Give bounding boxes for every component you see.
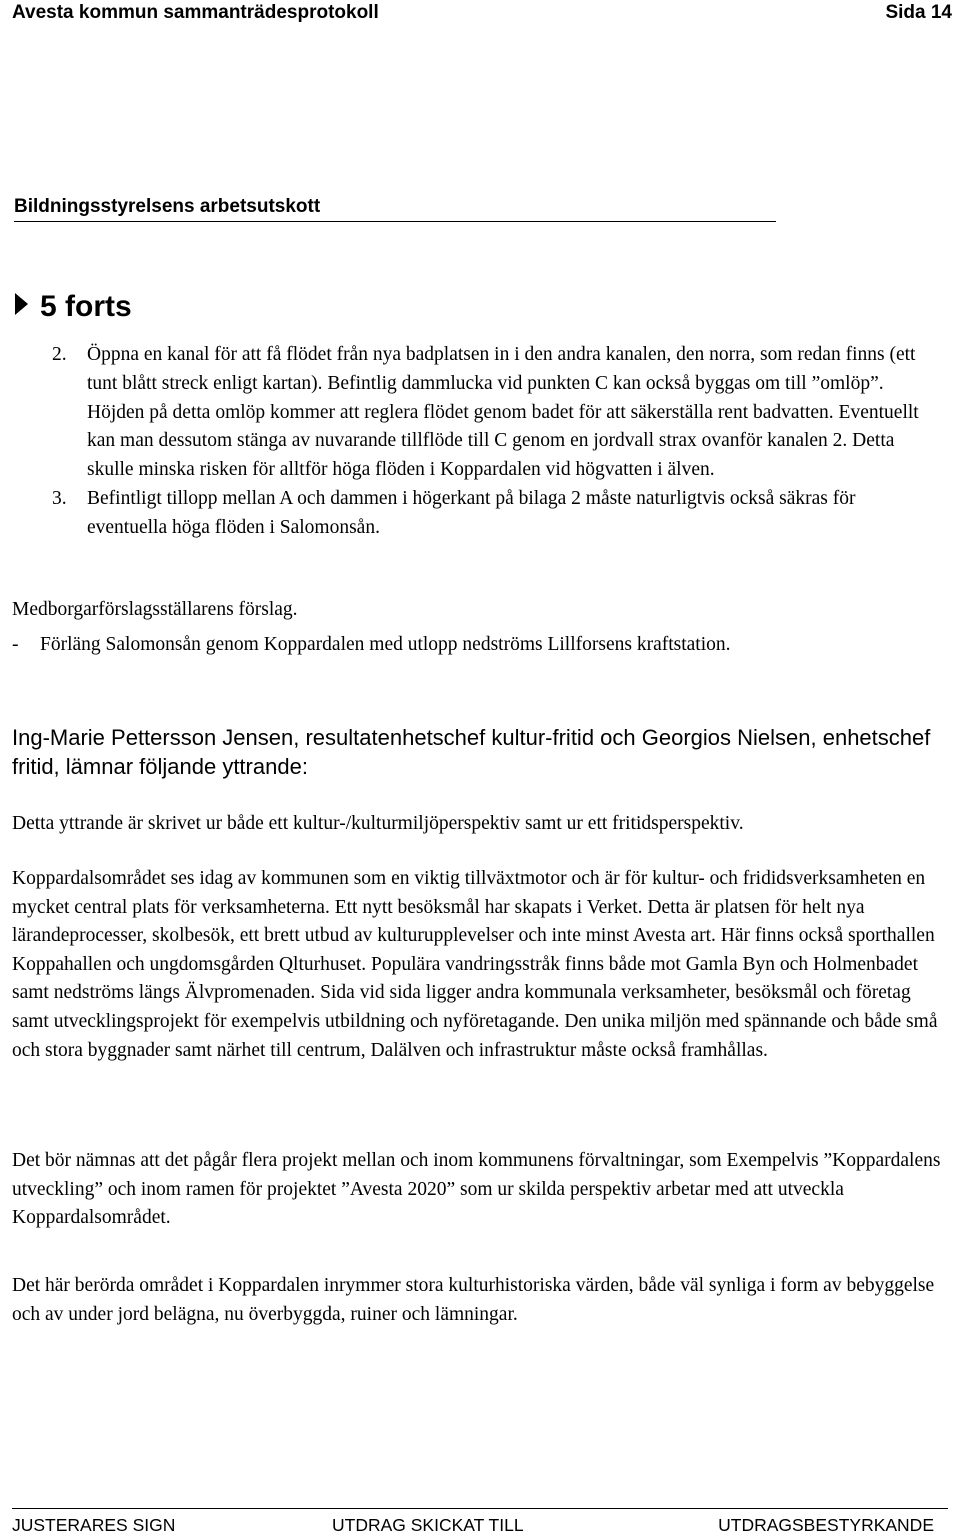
proposal-item bbox=[12, 631, 942, 659]
section-heading bbox=[14, 289, 132, 327]
proposal-dash: - bbox=[12, 634, 19, 655]
proposal-label: Medborgarförslagsställarens förslag. bbox=[12, 599, 298, 620]
list-item bbox=[52, 485, 937, 543]
proposal-text: Förläng Salomonsån genom Koppardalen med utlopp nedströms Lillforsens kraftstation. bbox=[40, 634, 731, 655]
paragraph: Det här berörda området i Koppardalen inrymmer stora kulturhistoriska värden, både väl synliga i form av bebyggelse och av under jord belägna, nu överbyggda, ruiner och lämningar. bbox=[12, 1275, 935, 1325]
page-footer bbox=[12, 1515, 948, 1535]
list-item-text: Öppna en kanal för att få flödet från nya badplatsen in i den andra kanalen, den norra, som redan finns (ett tunt blått streck enligt kartan). Befintlig dammlucka vid punkten C kan också byggas om till ”omlöp”. Höjden på detta omlöp kommer att reglera flödet genom badet för att säkerställa rent badvatten. Eventuellt kan man dessutom stänga av nuvarande tillflöde till C genom en jordvall strax ovanför kanalen 2. Detta skulle minska risken för alltför höga flöden i Koppardalen vid högvatten i älven. bbox=[87, 344, 919, 481]
document-title: Avesta kommun sammanträdesprotokoll bbox=[12, 2, 379, 23]
numbered-list bbox=[52, 341, 937, 543]
committee-name: Bildningsstyrelsens arbetsutskott bbox=[14, 196, 321, 217]
list-item-number: 3. bbox=[52, 487, 67, 509]
list-item bbox=[52, 341, 937, 485]
paragraph: Det bör nämnas att det pågår flera projekt mellan och inom kommunens förvaltningar, som Exempelvis ”Koppardalens utveckling” och inom ramen för projektet ”Avesta 2020” som ur skilda perspektiv arbetar med att utveckla Koppardalsområdet. bbox=[12, 1150, 941, 1229]
page-number: Sida 14 bbox=[885, 2, 952, 23]
footer-sign-label: JUSTERARES SIGN bbox=[12, 1515, 176, 1535]
statement-heading: Ing-Marie Pettersson Jensen, resultatenhetschef kultur-fritid och Georgios Nielsen, enhetschef fritid, lämnar följande yttrande: bbox=[12, 725, 931, 779]
footer-divider bbox=[12, 1508, 948, 1509]
footer-copy-sent-label: UTDRAG SKICKAT TILL bbox=[332, 1515, 524, 1535]
list-item-text: Befintligt tillopp mellan A och dammen i högerkant på bilaga 2 måste naturligtvis också säkras för eventuella höga flöden i Salomonsån. bbox=[87, 487, 856, 538]
page-header bbox=[12, 2, 952, 28]
paragraph: Koppardalsområdet ses idag av kommunen som en viktig tillväxtmotor och är för kultur- och frididsverksamheten en mycket central plats för verksamheterna. Ett nytt besöksmål har skapats i Verket. Detta är platsen för helt nya lärandeprocesser, skolbesök, ett brett utbud av kulturupplevelser och inte minst Avesta art. Här finns också sporthallen Koppahallen och ungdomsgården Qlturhuset. Populära vandringsstråk finns både mot Gamla Byn och Holmenbadet samt nedströms längs Älvpromenaden. Sida vid sida ligger andra kommunala verksamheter, besöksmål och företag samt utvecklingsprojekt för exempelvis utbildning och nyföretagande. Den unika miljön med spännande och både små och stora byggnader samt närhet till centrum, Dalälven och infrastruktur måste också framhållas. bbox=[12, 868, 938, 1061]
paragraph: Detta yttrande är skrivet ur både ett kultur-/kulturmiljöperspektiv samt ur ett fritidsperspektiv. bbox=[12, 813, 744, 834]
section-title: 5 forts bbox=[40, 290, 132, 323]
list-item-number: 2. bbox=[52, 344, 67, 365]
arrow-bullet-icon bbox=[14, 290, 30, 327]
footer-certifier-label: UTDRAGSBESTYRKANDE bbox=[718, 1515, 934, 1535]
committee-underline bbox=[14, 221, 776, 222]
